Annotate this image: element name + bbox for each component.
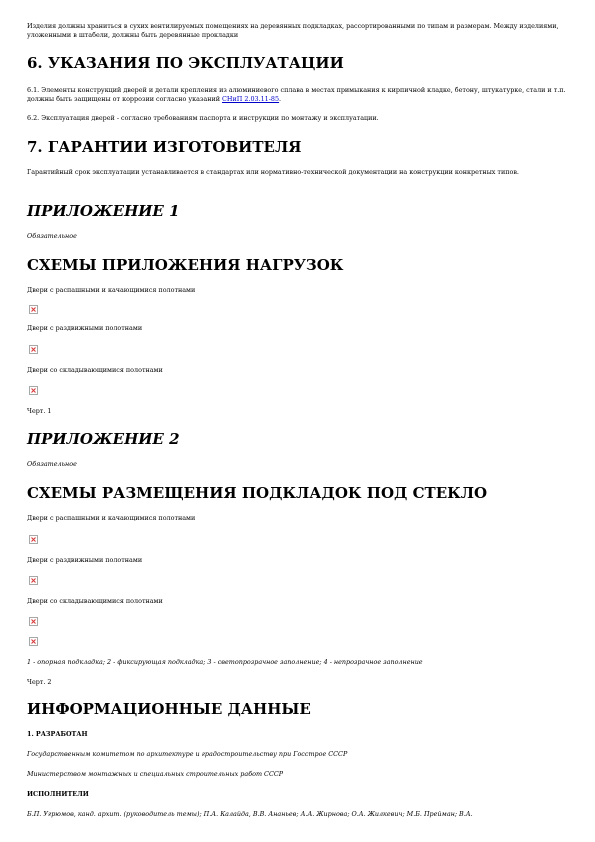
appendix-2-caption: Черт. 2 (27, 678, 52, 686)
appendix-1-title: ПРИЛОЖЕНИЕ 1 (27, 202, 180, 220)
appendix-2-status: Обязательное (27, 460, 77, 468)
broken-image-icon (29, 617, 38, 626)
appendix-2-item-3: Двери со складывающимися полотнами (27, 597, 163, 605)
appendix-1-item-2: Двери с раздвижными полотнами (27, 324, 143, 332)
info-title: ИНФОРМАЦИОННЫЕ ДАННЫЕ (27, 700, 311, 718)
appendix-1-item-3: Двери со складывающимися полотнами (27, 366, 163, 374)
info-org-2: Министерством монтажных и специальных строительных работ СССР (27, 770, 284, 778)
section-7-title: 7. ГАРАНТИИ ИЗГОТОВИТЕЛЯ (27, 138, 302, 156)
broken-image-icon (29, 345, 38, 354)
appendix-2-heading: СХЕМЫ РАЗМЕЩЕНИЯ ПОДКЛАДОК ПОД СТЕКЛО (27, 484, 488, 502)
appendix-2-legend: 1 - опорная подкладка; 2 - фиксирующая подкладка; 3 - светопрозрачное заполнение; 4 - непрозрачное заполнение (27, 658, 423, 666)
section-6-paragraph-1 (27, 86, 575, 104)
appendix-1-status: Обязательное (27, 232, 77, 240)
broken-image-icon (29, 637, 38, 646)
broken-image-icon (29, 576, 38, 585)
appendix-1-caption: Черт. 1 (27, 407, 52, 415)
section-6-title: 6. УКАЗАНИЯ ПО ЭКСПЛУАТАЦИИ (27, 54, 344, 72)
appendix-1-heading: СХЕМЫ ПРИЛОЖЕНИЯ НАГРУЗОК (27, 256, 344, 274)
info-names: Б.П. Угрюмов, канд. архит. (руководитель темы); П.А. Калайда, В.В. Ананьев; А.А. Жирнова; О.А. Жилкевич; М.Б. Прейман; В.А. (27, 810, 473, 818)
broken-image-icon (29, 535, 38, 544)
appendix-2-item-1: Двери с распашными и качающимися полотнами (27, 514, 196, 522)
storage-paragraph: Изделия должны храниться в сухих вентилируемых помещениях на деревянных подкладках, рассортированными по типам и размерам. Между изделиями, уложенными в штабели, должны быть деревянные прокладки (27, 22, 559, 39)
info-executors: ИСПОЛНИТЕЛИ (27, 790, 89, 798)
broken-image-icon (29, 305, 38, 314)
appendix-2-title: ПРИЛОЖЕНИЕ 2 (27, 430, 180, 448)
section-6-p1-end: . (279, 95, 282, 103)
info-org-1: Государственным комитетом по архитектуре и градостроительству при Госстрое СССР (27, 750, 348, 758)
appendix-2-item-2: Двери с раздвижными полотнами (27, 556, 143, 564)
section-6-p1-text: 6.1. Элементы конструкций дверей и детали крепления из алюминиевого сплава в местах примыкания к кирпичной кладке, бетону, штукатурке, стали и т.п. должны быть защищены от коррозии согласно указаний (27, 86, 566, 103)
snip-link[interactable]: СНиП 2.03.11-85 (222, 95, 280, 103)
section-7-paragraph: Гарантийный срок эксплуатации устанавливается в стандартах или нормативно-технической документации на конструкции конкретных типов. (27, 168, 519, 176)
appendix-1-item-1: Двери с распашными и качающимися полотнами (27, 286, 196, 294)
section-6-paragraph-2: 6.2. Эксплуатация дверей - согласно требованиям паспорта и инструкции по монтажу и эксплуатации. (27, 114, 379, 122)
info-developed: 1. РАЗРАБОТАН (27, 730, 88, 738)
broken-image-icon (29, 386, 38, 395)
